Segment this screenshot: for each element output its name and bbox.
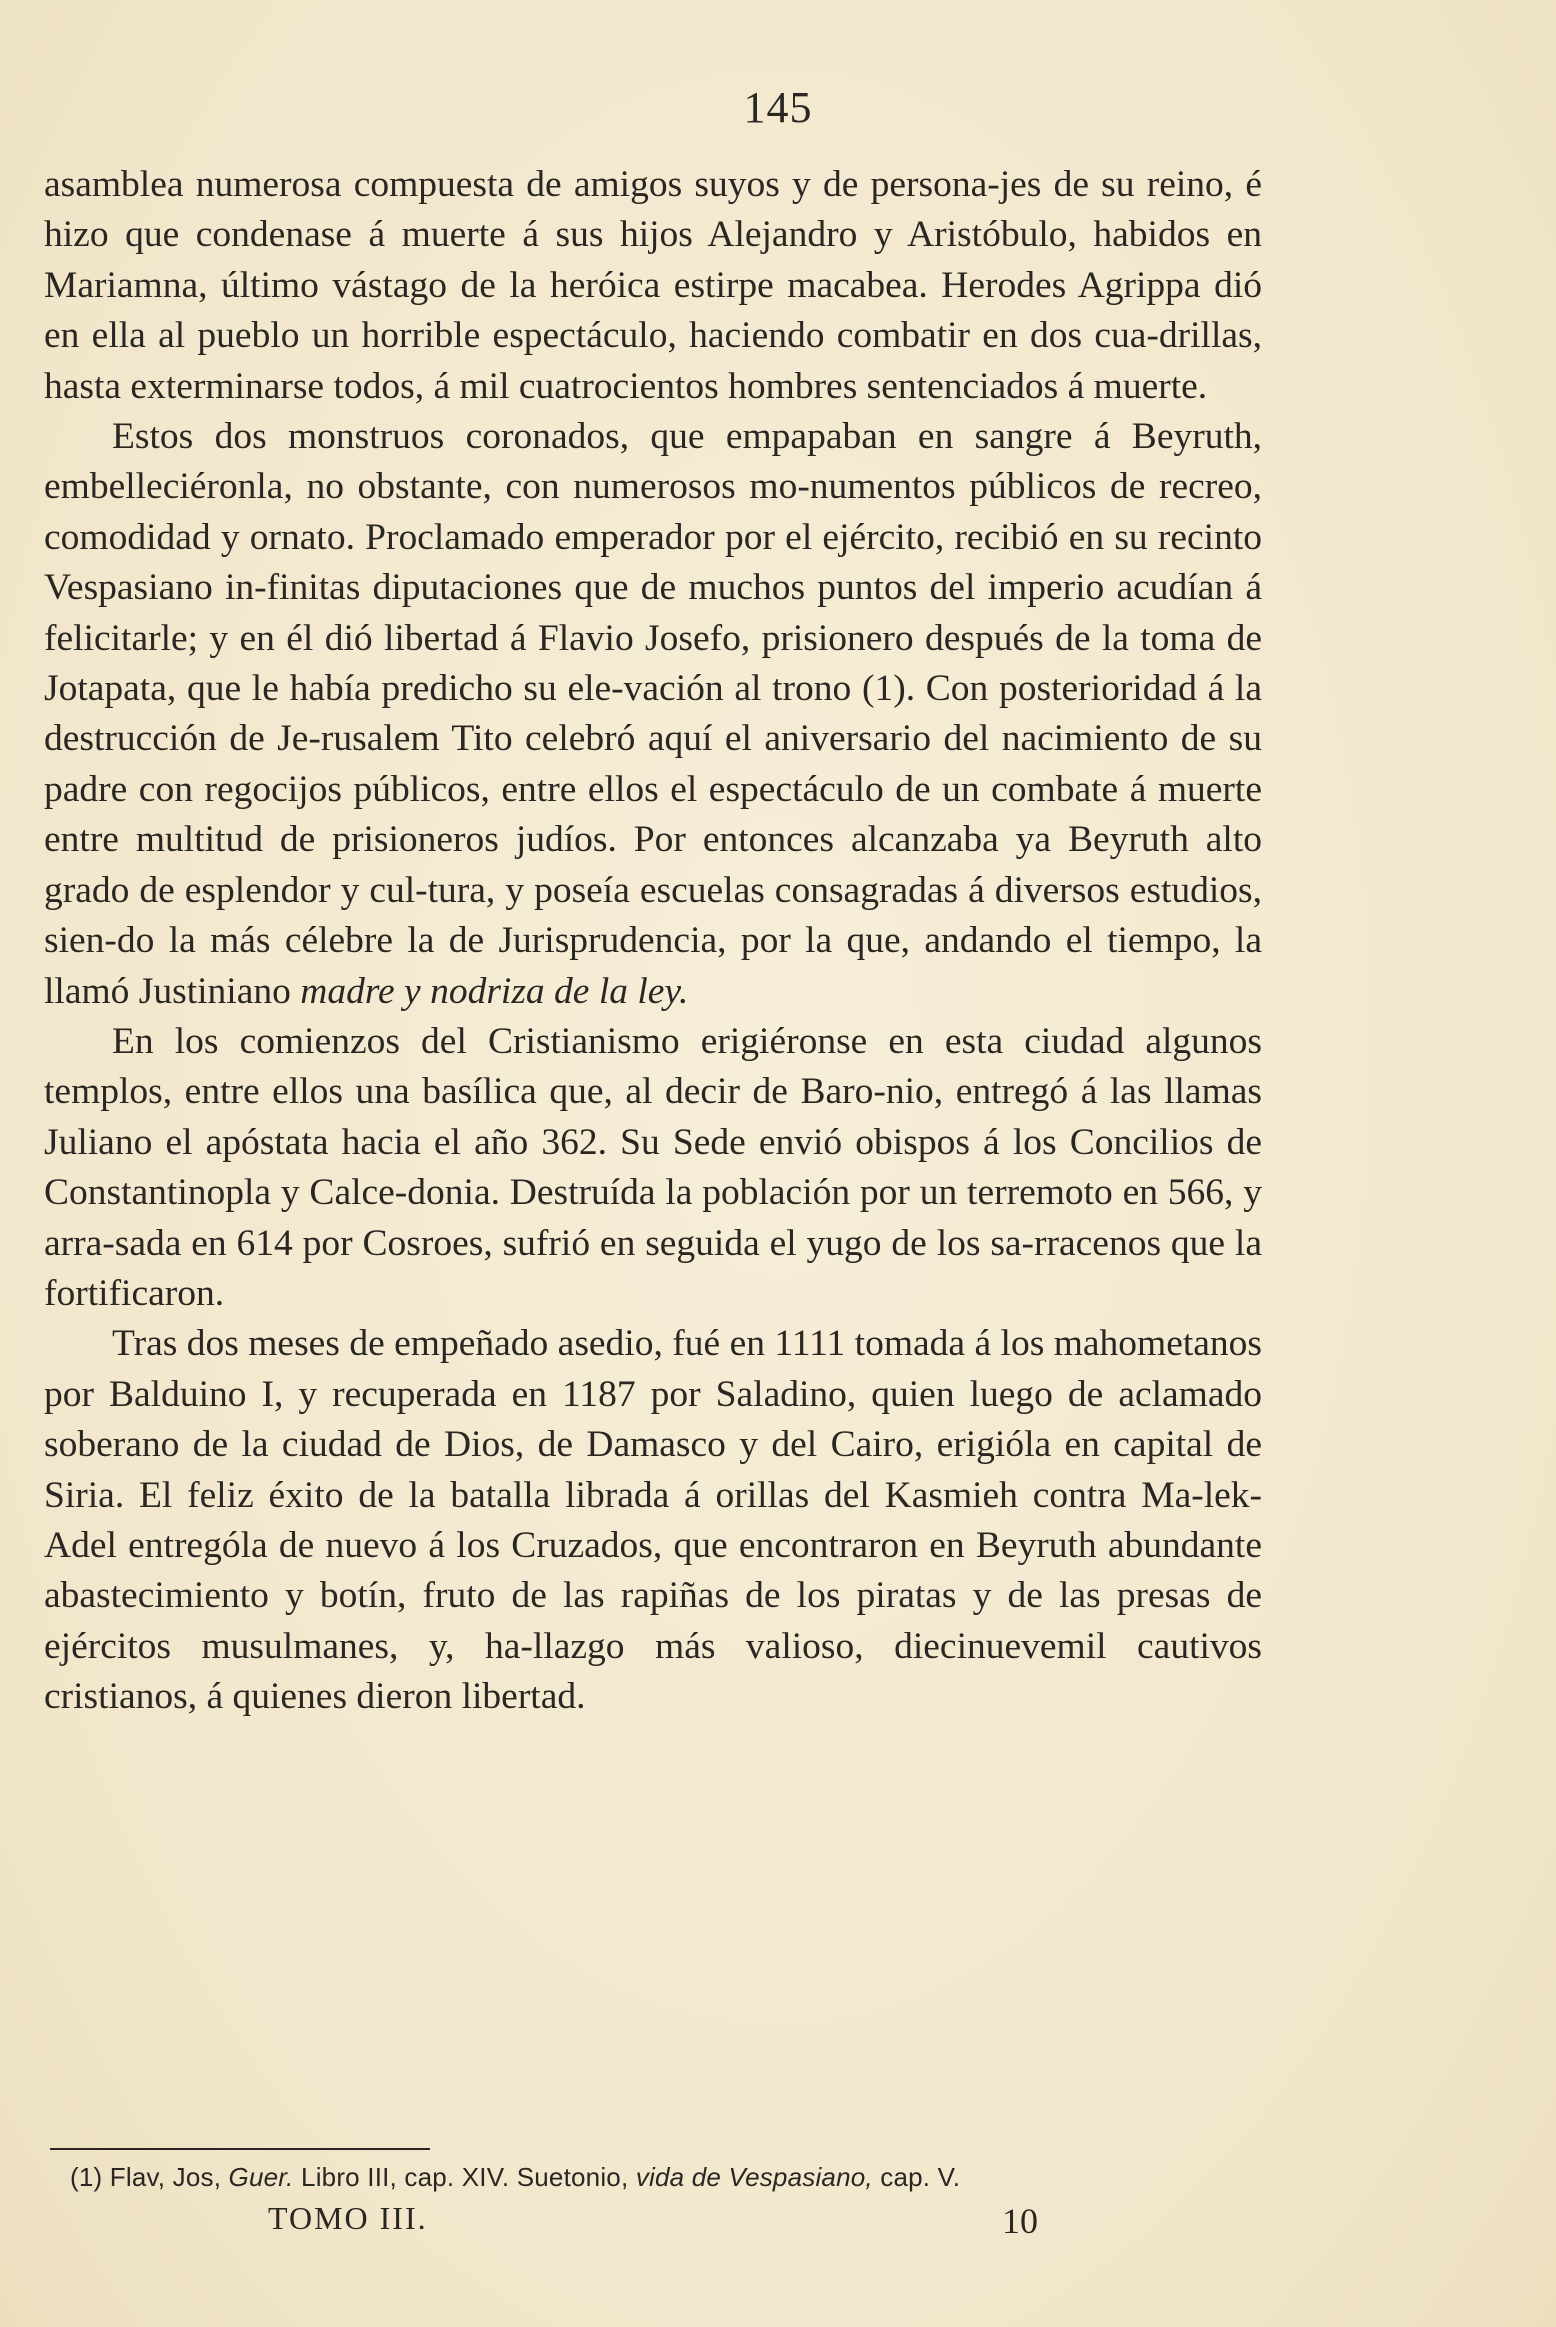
paragraph-1-text: asamblea numerosa compuesta de amigos suyos y de persona-jes de su reino, é hizo que condenase á muerte á sus hijos Alejandro y Aristóbulo, habidos en Mariamna, último vástago de la heróica estirpe macabea. Herodes Agrippa dió en ella al pueblo un horrible espectáculo, haciendo combatir en dos cua-drillas, hasta exterminarse todos, á mil cuatrocientos hombres sentenciados á muerte. bbox=[44, 164, 1262, 407]
footnote bbox=[70, 2160, 1250, 2194]
signature-line bbox=[0, 2200, 1556, 2240]
footnote-italic-2: vida de Vespasiano, bbox=[635, 2162, 873, 2192]
paragraph-2-italic-phrase: madre y nodriza de la ley. bbox=[300, 970, 689, 1012]
footnote-rule bbox=[50, 2148, 430, 2150]
footnote-text-3: cap. V. bbox=[872, 2162, 961, 2192]
paragraph-3-text: En los comienzos del Cristianismo erigiéronse en esta ciudad algunos templos, entre ellos una basílica que, al decir de Baro-nio, entregó á las llamas Juliano el apóstata hacia el año 362. Su Sede envió obispos á los Concilios de Constantinopla y Calce-donia. Destruída la población por un terremoto en 566, y arra-sada en 614 por Cosroes, sufrió en seguida el yugo de los sa-rracenos que la fortificaron. bbox=[44, 1020, 1262, 1314]
volume-label: TOMO III. bbox=[268, 2200, 428, 2236]
paragraph-4-text: Tras dos meses de empeñado asedio, fué en 1111 tomada á los mahometanos por Balduino I, y recuperada en 1187 por Saladino, quien luego de aclamado soberano de la ciudad de Dios, de Damasco y del Cairo, erigióla en capital de Siria. El feliz éxito de la batalla librada á orillas del Kasmieh contra Ma-lek-Adel entrególa de nuevo á los Cruzados, que encontraron en Beyruth abundante abastecimiento y botín, fruto de las rapiñas de los piratas y de las presas de ejércitos musulmanes, y, ha-llazgo más valioso, diecinuevemil cautivos cristianos, á quienes dieron libertad. bbox=[44, 1323, 1262, 1718]
footnote-italic-1: Guer. bbox=[228, 2162, 294, 2192]
paragraph-3 bbox=[44, 1017, 1262, 1319]
paragraph-1 bbox=[44, 160, 1262, 412]
paragraph-2-text: Estos dos monstruos coronados, que empapaban en sangre á Beyruth, embelleciéronla, no obstante, con numerosos mo-numentos públicos de recreo, comodidad y ornato. Proclamado emperador por el ejército, recibió en su recinto Vespasiano in-finitas diputaciones que de muchos puntos del imperio acudían á felicitarle; y en él dió libertad á Flavio Josefo, prisionero después de la toma de Jotapata, que le había predicho su ele-vación al trono (1). Con posterioridad á la destrucción de Je-rusalem Tito celebró aquí el aniversario del nacimiento de su padre con regocijos públicos, entre ellos el espectáculo de un combate á muerte entre multitud de prisioneros judíos. Por entonces alcanzaba ya Beyruth alto grado de esplendor y cul-tura, y poseía escuelas consagradas á diversos estudios, sien-do la más célebre la de Jurisprudencia, por la que, andando el tiempo, la llamó Justiniano bbox=[44, 416, 1262, 1012]
footnote-marker: (1) Flav, Jos, bbox=[70, 2162, 229, 2192]
body-text bbox=[44, 160, 1262, 1723]
signature-mark: 10 bbox=[1002, 2201, 1038, 2241]
paragraph-2 bbox=[44, 412, 1262, 1017]
page-number: 145 bbox=[743, 83, 813, 132]
paragraph-4 bbox=[44, 1319, 1262, 1722]
footnote-text-2: Libro III, cap. XIV. Suetonio, bbox=[293, 2162, 636, 2192]
